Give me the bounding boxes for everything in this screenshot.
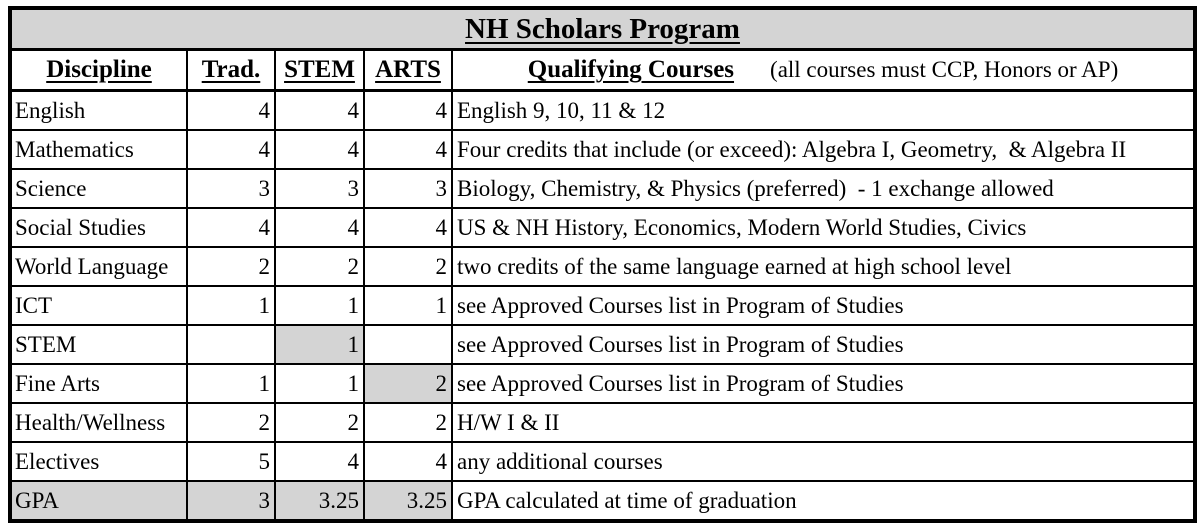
table-row [10,130,1195,169]
page-title: NH Scholars Program [465,12,740,45]
cell-qualifying-courses: Biology, Chemistry, & Physics (preferred) - 1 exchange allowed [452,169,1195,208]
table-row [10,247,1195,286]
cell-qualifying-courses: GPA calculated at time of graduation [452,481,1195,521]
cell-qualifying-courses: see Approved Courses list in Program of Studies [452,286,1195,325]
cell-discipline: World Language [10,247,187,286]
cell-arts: 4 [364,208,452,247]
cell-qualifying-courses: US & NH History, Economics, Modern World Studies, Civics [452,208,1195,247]
cell-trad: 2 [187,247,275,286]
cell-discipline: Health/Wellness [10,403,187,442]
table-row [10,442,1195,481]
cell-discipline: Fine Arts [10,364,187,403]
col-header-trad-label: Trad. [201,56,261,83]
table-row [10,403,1195,442]
cell-qualifying-courses: two credits of the same language earned at high school level [452,247,1195,286]
cell-trad: 3 [187,169,275,208]
cell-arts: 4 [364,91,452,131]
cell-stem: 2 [275,247,364,286]
cell-qualifying-courses: English 9, 10, 11 & 12 [452,91,1195,131]
cell-stem: 1 [275,325,364,364]
col-header-arts [364,50,452,91]
cell-stem: 1 [275,286,364,325]
cell-discipline: STEM [10,325,187,364]
cell-arts: 2 [364,247,452,286]
cell-stem: 4 [275,208,364,247]
cell-arts: 3 [364,169,452,208]
column-header-row [10,50,1195,91]
cell-qualifying-courses: see Approved Courses list in Program of Studies [452,364,1195,403]
col-header-stem-label: STEM [284,56,355,83]
nh-scholars-table [8,6,1197,523]
table-title-cell [10,8,1195,50]
cell-arts: 2 [364,403,452,442]
table-row [10,91,1195,131]
cell-trad: 2 [187,403,275,442]
table-row [10,169,1195,208]
col-header-qualifying-label: Qualifying Courses [527,56,735,83]
cell-discipline: GPA [10,481,187,521]
cell-stem: 3.25 [275,481,364,521]
table-row [10,208,1195,247]
col-header-discipline-label: Discipline [46,56,152,83]
table-row [10,325,1195,364]
cell-trad: 4 [187,208,275,247]
col-header-arts-label: ARTS [375,56,441,83]
cell-stem: 2 [275,403,364,442]
cell-discipline: English [10,91,187,131]
cell-discipline: ICT [10,286,187,325]
cell-trad: 1 [187,286,275,325]
cell-trad: 3 [187,481,275,521]
cell-discipline: Social Studies [10,208,187,247]
col-header-trad [187,50,275,91]
col-header-stem [275,50,364,91]
table-row [10,286,1195,325]
cell-qualifying-courses: see Approved Courses list in Program of Studies [452,325,1195,364]
table-body [10,91,1195,522]
cell-arts: 2 [364,364,452,403]
cell-qualifying-courses: Four credits that include (or exceed): Algebra I, Geometry, & Algebra II [452,130,1195,169]
table-row [10,364,1195,403]
cell-trad: 4 [187,130,275,169]
cell-stem: 3 [275,169,364,208]
cell-trad: 1 [187,364,275,403]
table-row [10,481,1195,521]
col-header-discipline [10,50,187,91]
cell-qualifying-courses: H/W I & II [452,403,1195,442]
title-row [10,8,1195,50]
cell-trad: 4 [187,91,275,131]
cell-stem: 4 [275,130,364,169]
col-header-qualifying-note: (all courses must CCP, Honors or AP) [770,57,1119,82]
cell-arts: 4 [364,442,452,481]
cell-arts [364,325,452,364]
cell-arts: 1 [364,286,452,325]
cell-stem: 1 [275,364,364,403]
cell-stem: 4 [275,442,364,481]
cell-qualifying-courses: any additional courses [452,442,1195,481]
cell-arts: 4 [364,130,452,169]
cell-discipline: Electives [10,442,187,481]
cell-discipline: Mathematics [10,130,187,169]
col-header-qualifying [452,50,1195,91]
cell-trad [187,325,275,364]
cell-trad: 5 [187,442,275,481]
cell-discipline: Science [10,169,187,208]
cell-stem: 4 [275,91,364,131]
cell-arts: 3.25 [364,481,452,521]
